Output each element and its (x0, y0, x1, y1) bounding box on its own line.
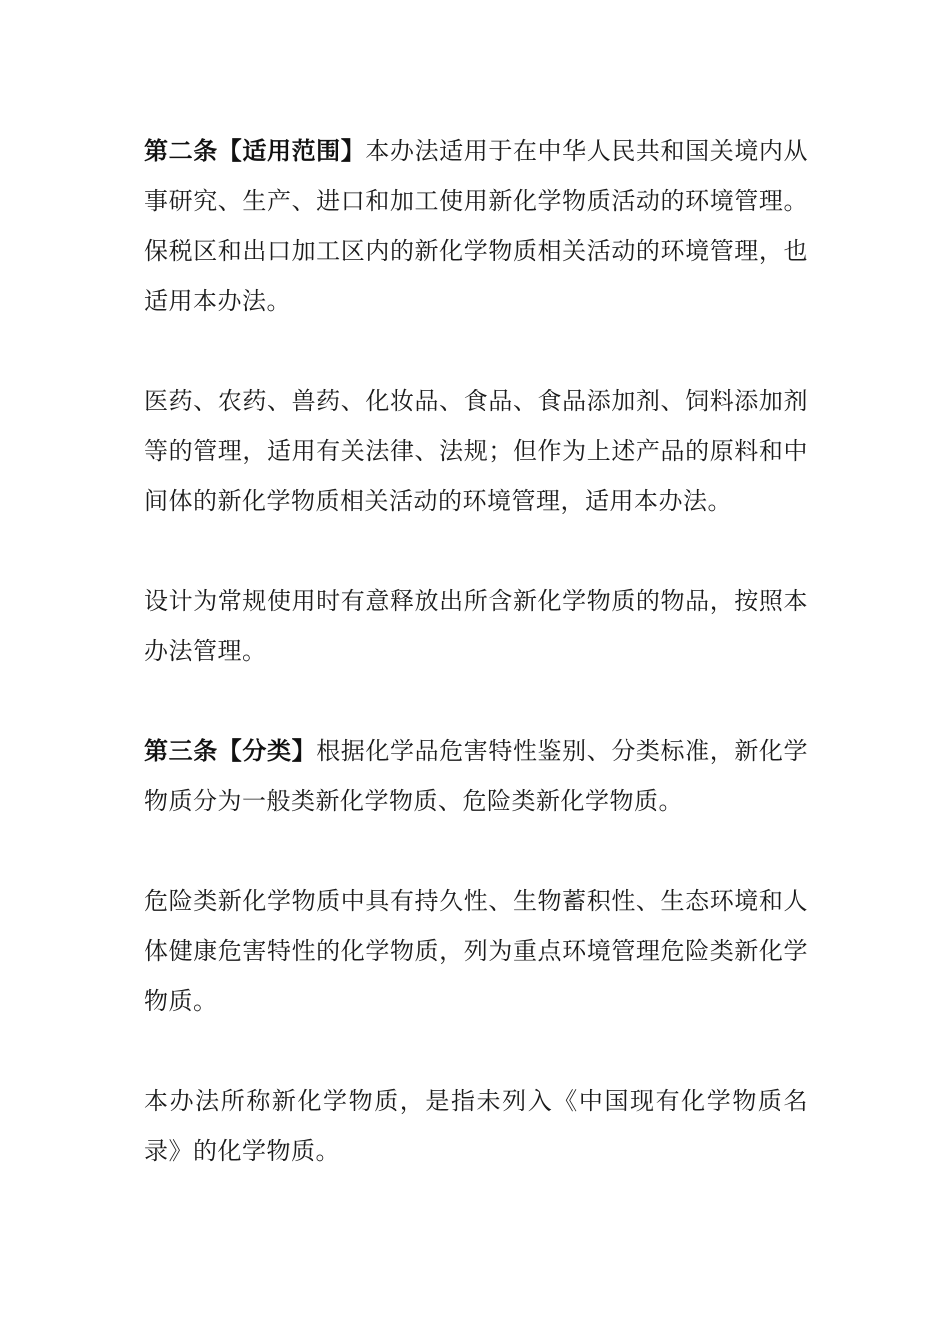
paragraph-exclusions (144, 376, 808, 526)
paragraph-definition (144, 1076, 808, 1176)
paragraph-text: 本办法所称新化学物质，是指未列入《中国现有化学物质名录》的化学物质。 (144, 1087, 808, 1165)
paragraph-priority-hazard (144, 876, 808, 1026)
paragraph-text: 根据化学品危害特性鉴别、分类标准，新化学物质分为一般类新化学物质、危险类新化学物质。 (144, 737, 809, 815)
paragraph-text: 危险类新化学物质中具有持久性、生物蓄积性、生态环境和人体健康危害特性的化学物质，列为重点环境管理危险类新化学物质。 (144, 887, 808, 1015)
paragraph-text: 本办法适用于在中华人民共和国关境内从事研究、生产、进口和加工使用新化学物质活动的环境管理。保税区和出口加工区内的新化学物质相关活动的环境管理，也适用本办法。 (144, 137, 809, 315)
document-body (144, 126, 808, 1226)
paragraph-text: 设计为常规使用时有意释放出所含新化学物质的物品，按照本办法管理。 (144, 587, 808, 665)
paragraph-text: 医药、农药、兽药、化妆品、食品、食品添加剂、饲料添加剂等的管理，适用有关法律、法规；但作为上述产品的原料和中间体的新化学物质相关活动的环境管理，适用本办法。 (144, 387, 808, 515)
article-heading: 第三条【分类】 (144, 737, 317, 765)
paragraph-article-3 (144, 726, 808, 826)
paragraph-article-2 (144, 126, 808, 326)
paragraph-articles (144, 576, 808, 676)
article-heading: 第二条【适用范围】 (144, 137, 366, 165)
